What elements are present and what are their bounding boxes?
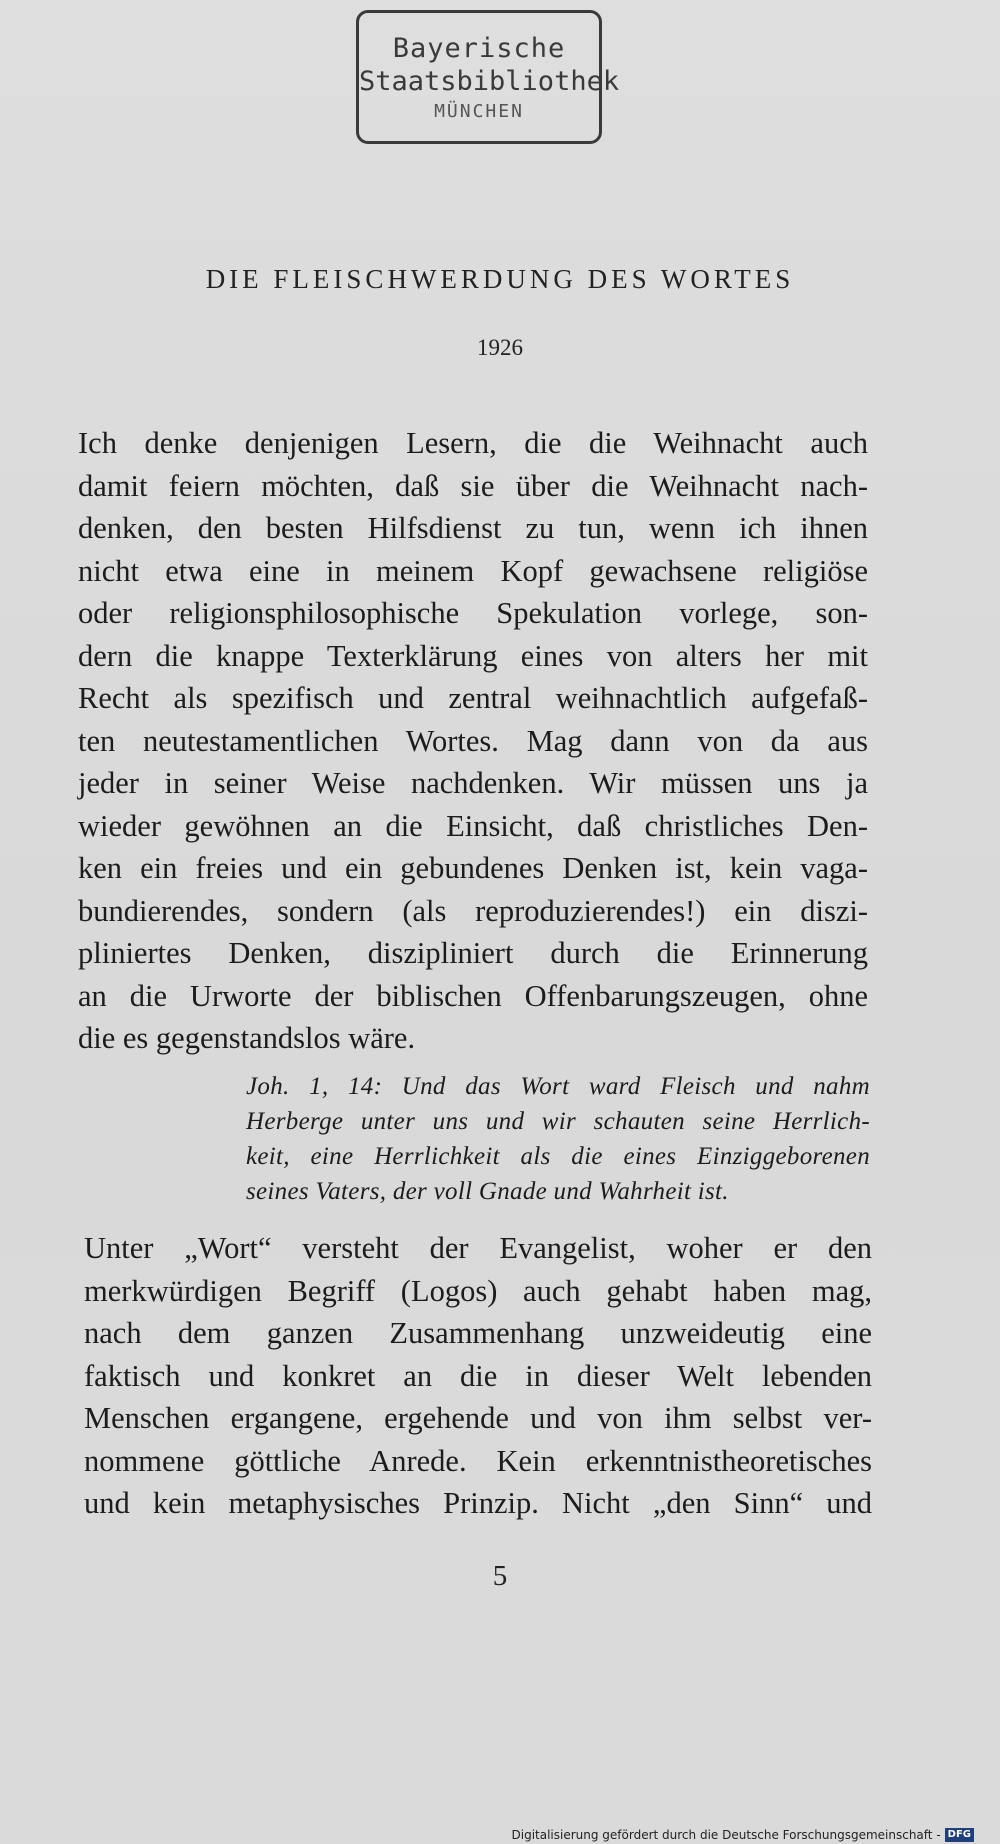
text-line: und kein metaphysisches Prinzip. Nicht „den Sinn“ und	[84, 1486, 872, 1520]
text-line: wieder gewöhnen an die Einsicht, daß christliches Den-	[78, 808, 868, 843]
paragraph-2	[84, 1227, 872, 1525]
text-line: nommene göttliche Anrede. Kein erkenntnistheoretisches	[84, 1443, 872, 1478]
page-number: 5	[492, 1560, 508, 1592]
text-line: dern die knappe Texterklärung eines von alters her mit	[78, 638, 868, 673]
quote-line: seines Vaters, der voll Gnade und Wahrheit ist.	[246, 1178, 729, 1205]
digitization-credit	[512, 1828, 975, 1842]
text-line: nach dem ganzen Zusammenhang unzweideutig eine	[84, 1316, 872, 1350]
quote-line: Joh. 1, 14: Und das Wort ward Fleisch und nahm	[246, 1073, 870, 1100]
text-line: an die Urworte der biblischen Offenbarungszeugen, ohne	[78, 978, 868, 1013]
scripture-quote	[246, 1069, 870, 1209]
text-line: die es gegenstandslos wäre.	[78, 1021, 416, 1055]
quote-line: Herberge unter uns und wir schauten seine Herrlich-	[246, 1108, 870, 1135]
library-stamp	[356, 10, 620, 144]
text-line: nicht etwa eine in meinem Kopf gewachsene religiöse	[78, 553, 868, 588]
text-line: Menschen ergangene, ergehende und von ihm selbst ver-	[84, 1401, 872, 1435]
dfg-logo-icon: DFG	[945, 1828, 974, 1842]
text-line: Ich denke denjenigen Lesern, die die Weihnacht auch	[78, 426, 868, 460]
text-line: pliniertes Denken, diszipliniert durch die Erinnerung	[78, 936, 868, 970]
credit-text: Digitalisierung gefördert durch die Deutsche Forschungsgemeinschaft -	[511, 1828, 941, 1842]
text-line: merkwürdigen Begriff (Logos) auch gehabt haben mag,	[84, 1273, 872, 1308]
text-line: faktisch und konkret an die in dieser Welt lebenden	[84, 1358, 872, 1393]
text-line: denken, den besten Hilfsdienst zu tun, wenn ich ihnen	[78, 511, 868, 545]
text-line: oder religionsphilosophische Spekulation vorlege, son-	[78, 596, 868, 630]
paragraph-1	[78, 422, 868, 1060]
quote-line: keit, eine Herrlichkeit als die eines Einziggeborenen	[246, 1143, 870, 1170]
text-line: damit feiern möchten, daß sie über die Weihnacht nach-	[78, 468, 868, 503]
text-line: Unter „Wort“ versteht der Evangelist, woher er den	[84, 1231, 872, 1265]
stamp-line-3: MÜNCHEN	[434, 101, 524, 122]
chapter-title: DIE FLEISCHWERDUNG DES WORTES	[205, 264, 795, 294]
text-line: bundierendes, sondern (als reproduzierendes!) ein diszi-	[78, 893, 868, 928]
stamp-line-1: Bayerische	[392, 33, 566, 64]
text-line: jeder in seiner Weise nachdenken. Wir müssen uns ja	[78, 766, 868, 800]
chapter-year: 1926	[477, 335, 523, 360]
text-line: Recht als spezifisch und zentral weihnachtlich aufgefaß-	[78, 681, 868, 715]
stamp-line-2: Staatsbibliothek	[359, 66, 620, 97]
text-line: ken ein freies und ein gebundenes Denken ist, kein vaga-	[78, 851, 868, 885]
text-line: ten neutestamentlichen Wortes. Mag dann von da aus	[78, 723, 868, 758]
